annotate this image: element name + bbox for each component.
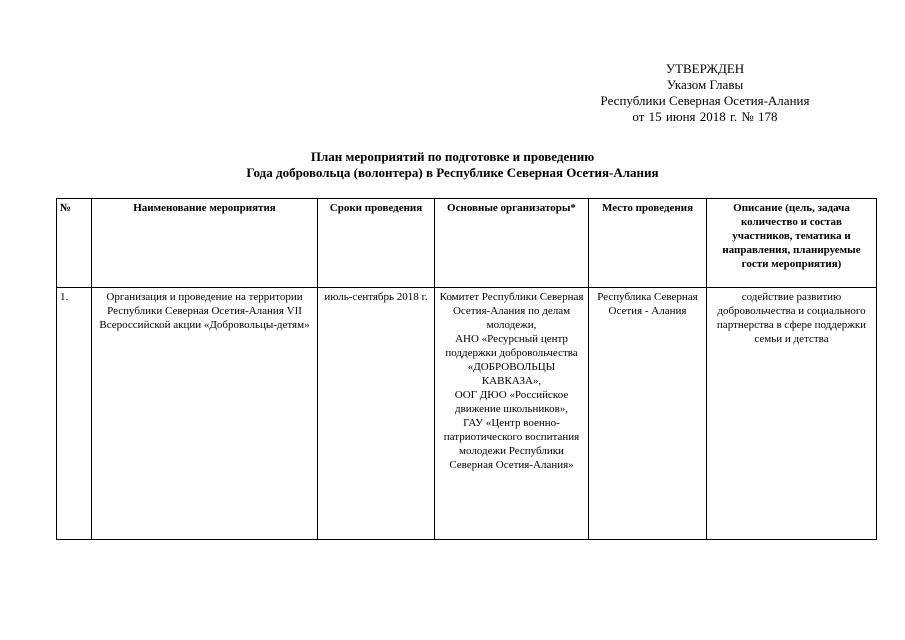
header-place: Место проведения (589, 199, 707, 288)
approval-decree: Указом Главы (666, 77, 744, 92)
events-table (56, 198, 877, 540)
document-title-line-1: План мероприятий по подготовке и проведению (310, 149, 595, 164)
approval-status: УТВЕРЖДЕН (665, 61, 745, 76)
cell-place: Республика Северная Осетия - Алания (589, 288, 707, 540)
cell-number: 1. (57, 288, 92, 540)
approval-republic: Республики Северная Осетия-Алания (600, 93, 810, 108)
approval-block (585, 61, 825, 125)
table-header-row (57, 199, 877, 288)
organizer-2: АНО «Ресурсный центр поддержки добровольчества «ДОБРОВОЛЬЦЫ КАВКАЗА», (445, 333, 578, 387)
cell-description: содействие развитию добровольчества и социального партнерства в сфере поддержки семьи и детства (707, 288, 877, 540)
header-organizers: Основные организаторы* (435, 199, 589, 288)
organizer-3: ООГ ДЮО «Российское движение школьников», (454, 389, 569, 415)
header-event-name: Наименование мероприятия (92, 199, 318, 288)
header-dates: Сроки проведения (318, 199, 435, 288)
table-row (57, 288, 877, 540)
header-description: Описание (цель, задача количество и состав участников, тематика и направления, планируемые гости мероприятия) (707, 199, 877, 288)
document-title (180, 149, 725, 181)
organizer-1: Комитет Республики Северная Осетия-Алания по делам молодежи, (439, 291, 584, 331)
approval-date-number: от 15 июня 2018 г. № 178 (632, 109, 778, 124)
organizer-4: ГАУ «Центр военно-патриотического воспитания молодежи Республики Северная Осетия-Алания» (443, 417, 580, 471)
header-number: № (57, 199, 92, 288)
cell-dates: июль-сентябрь 2018 г. (318, 288, 435, 540)
cell-event-name: Организация и проведение на территории Республики Северная Осетия-Алания VII Всероссийской акции «Добровольцы-детям» (92, 288, 318, 540)
document-title-line-2: Года добровольца (волонтера) в Республике Северная Осетия-Алания (246, 165, 659, 180)
cell-organizers (435, 288, 589, 540)
